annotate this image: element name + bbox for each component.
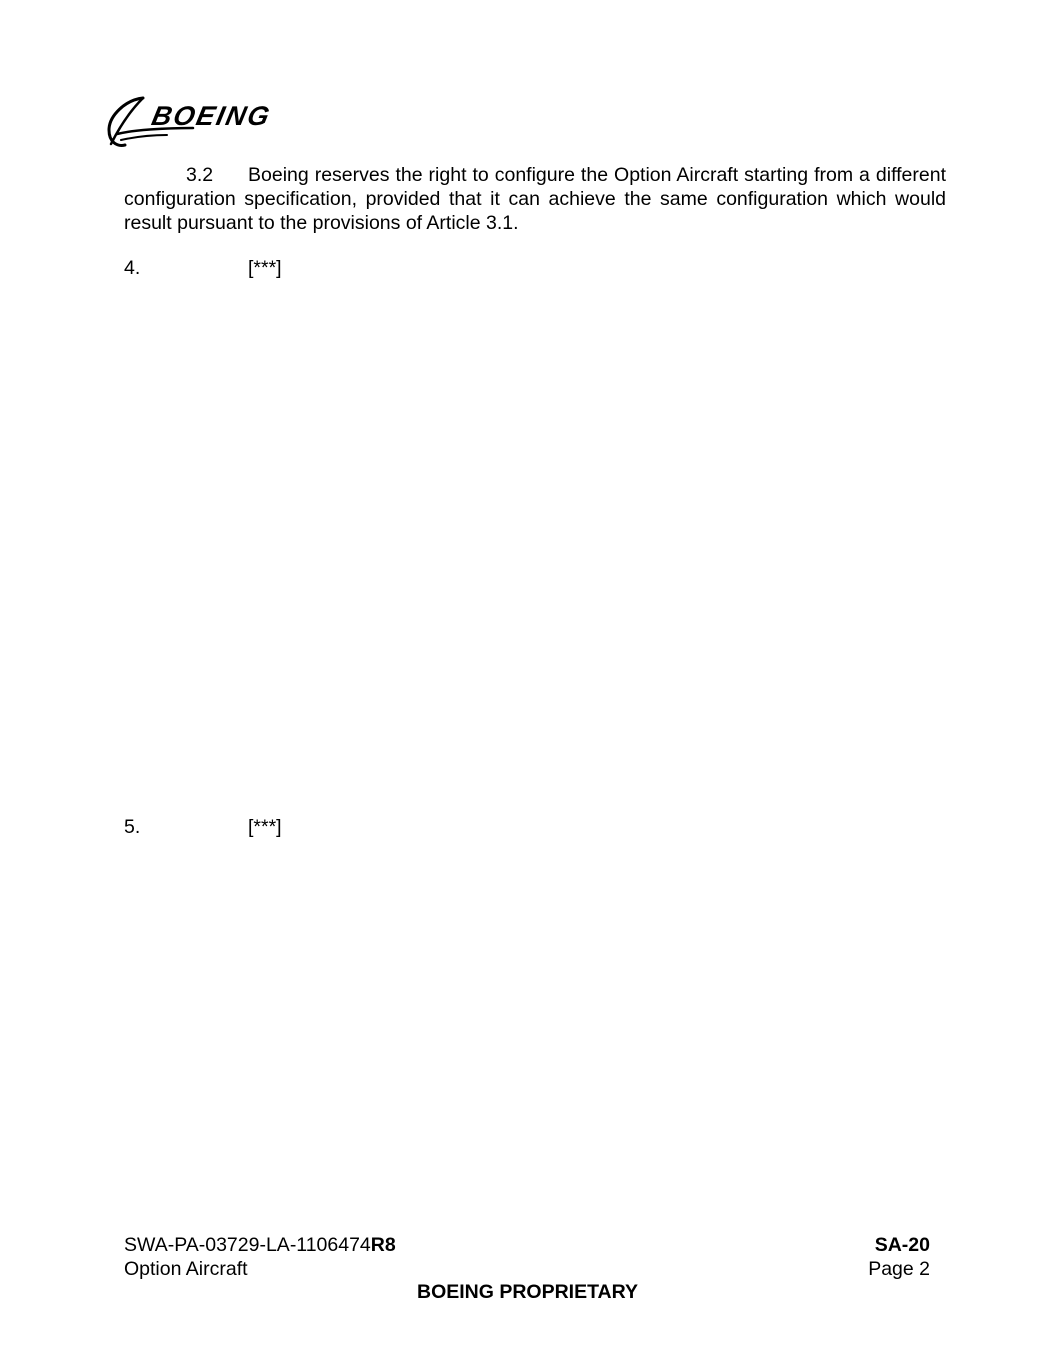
section-4-item <box>124 256 282 280</box>
item-redacted-text: [***] <box>248 816 282 838</box>
section-5-item <box>124 815 282 839</box>
footer-doc-line <box>124 1233 396 1257</box>
boeing-logo <box>103 94 333 150</box>
footer-page-number: Page 2 <box>868 1258 930 1280</box>
footer-supplement: SA-20 <box>874 1234 930 1256</box>
section-number: 3.2 <box>186 164 214 186</box>
footer-right <box>868 1233 930 1281</box>
section-text: Boeing reserves the right to configure the Option Aircraft starting from a different configuration specification, provided that it can achieve the same configuration which would result pursuant to the provisions of Article 3.1. <box>124 164 946 234</box>
item-redacted-text: [***] <box>248 257 282 279</box>
item-number: 4. <box>124 257 141 279</box>
boeing-wordmark: BOEING <box>149 100 275 131</box>
footer-doc-subject: Option Aircraft <box>124 1258 248 1280</box>
footer-left <box>124 1233 396 1281</box>
footer-doc-id: SWA-PA-03729-LA-1106474 <box>124 1234 371 1256</box>
section-3-2-paragraph <box>124 163 946 235</box>
item-number: 5. <box>124 816 141 838</box>
footer-proprietary: BOEING PROPRIETARY <box>416 1281 639 1303</box>
footer-doc-revision: R8 <box>370 1234 396 1256</box>
